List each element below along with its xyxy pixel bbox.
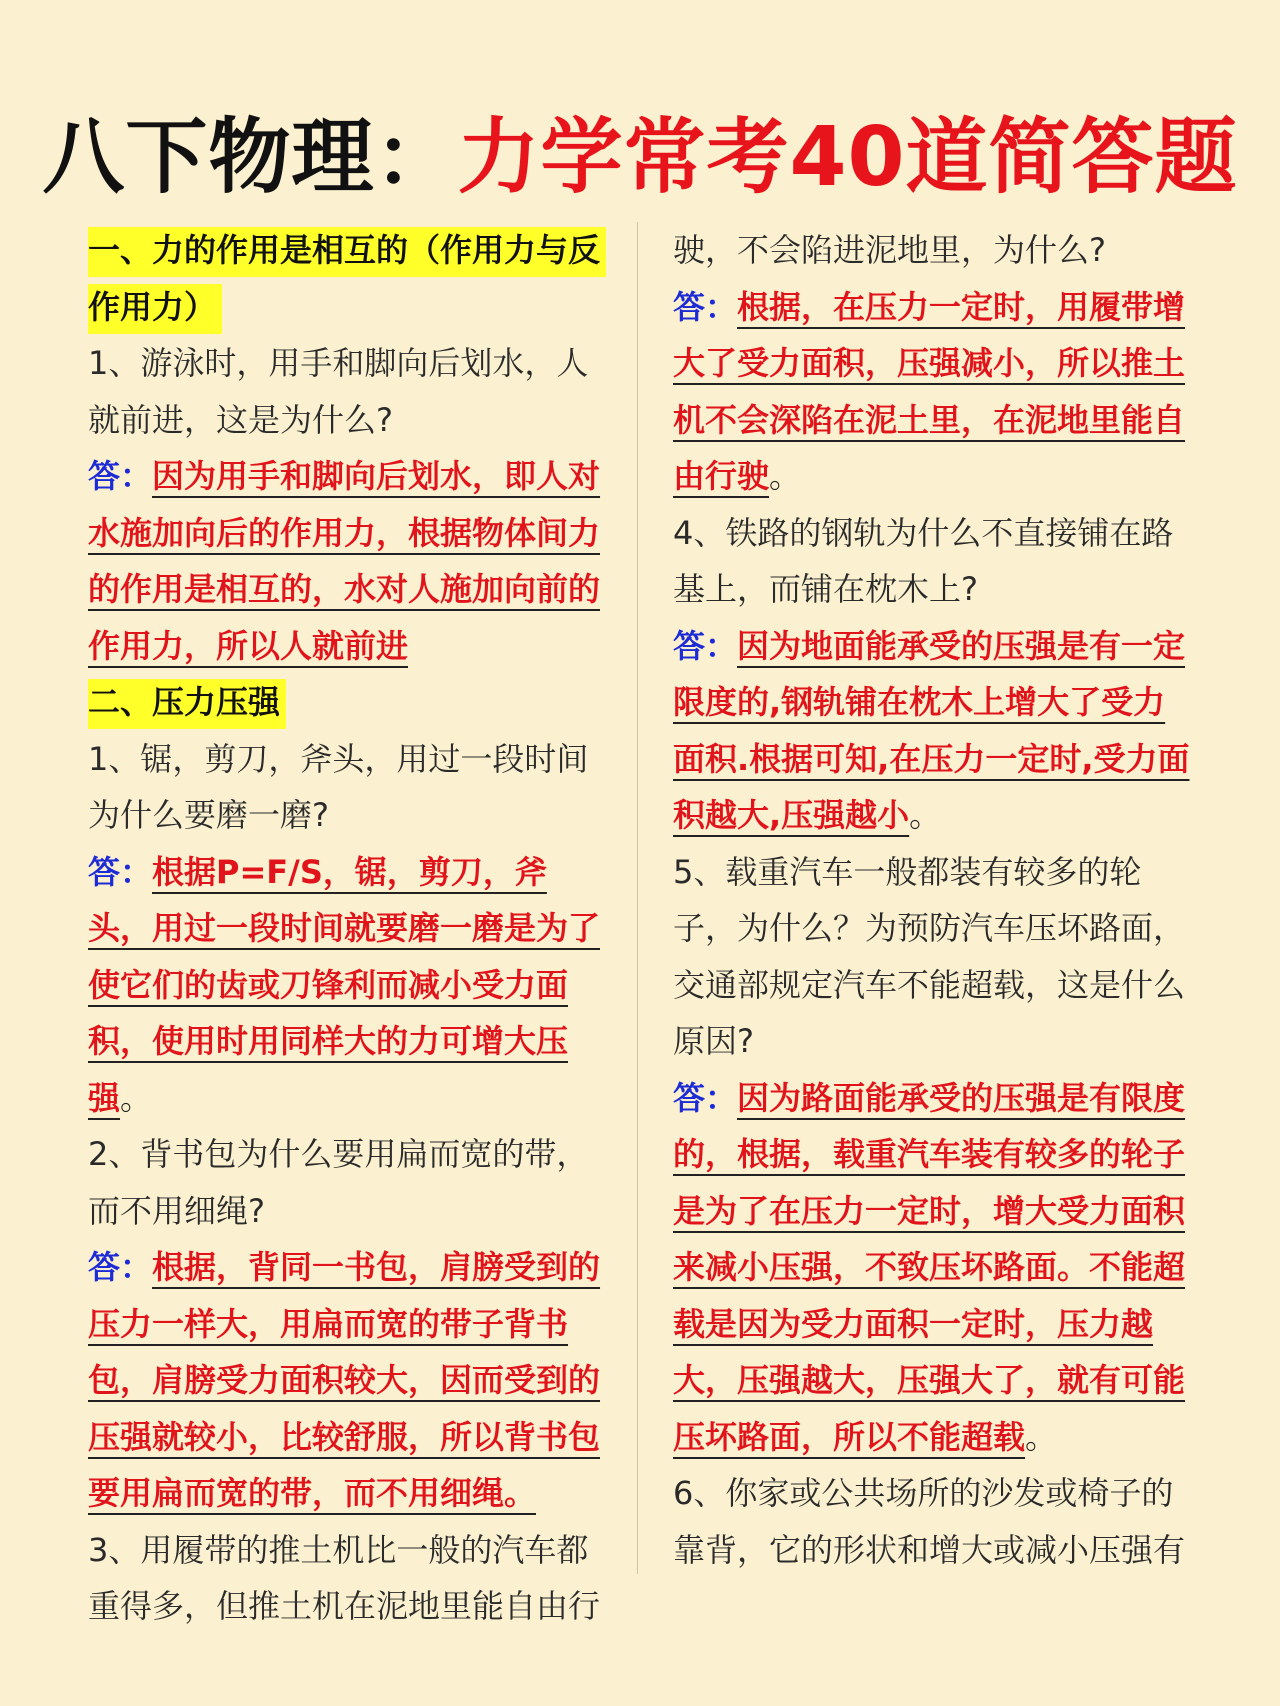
answer-text: 根据P=F/S，锯，剪刀，斧头，用过一段时间就要磨一磨是为了使它们的齿或刀锋利而减小受力面积，使用时用同样大的力可增大压强 (88, 852, 601, 1117)
answer-end-mark: 。 (909, 796, 942, 834)
left-column (88, 222, 608, 1635)
answer-end-mark: 。 (120, 1078, 153, 1117)
answer-1-1 (88, 448, 608, 674)
section-heading-text: 二、压力压强 (88, 679, 286, 729)
answer-2-2 (88, 1239, 608, 1522)
answer-text: 因为地面能承受的压强是有一定限度的,钢轨铺在枕木上增大了受力面积.根据可知,在压力一定时,受力面积越大,压强越小 (673, 626, 1190, 834)
section-heading-text: 一、力的作用是相互的（作用力与反作用力） (88, 227, 606, 334)
question-2-4: 4、铁路的钢轨为什么不直接铺在路基上，而铺在枕木上? (673, 513, 1174, 608)
question-2-1: 1、锯，剪刀，斧头，用过一段时间为什么要磨一磨? (88, 739, 589, 834)
answer-2-3 (673, 279, 1193, 505)
column-divider (637, 222, 638, 1574)
question-2-2: 2、背书包为什么要用扁而宽的带，而不用细绳? (88, 1135, 589, 1230)
answer-2-4 (673, 618, 1193, 844)
page-title (0, 108, 1280, 208)
answer-text: 因为路面能承受的压强是有限度的，根据，载重汽车装有较多的轮子是为了在压力一定时，增大受力面积来减小压强，不致压坏路面。不能超载是因为受力面积一定时，压力越大，压强越大，压强大了，就有可能压坏路面，所以不能超载 (673, 1078, 1186, 1456)
answer-label: 答： (88, 1248, 153, 1286)
answer-text: 根据，在压力一定时，用履带增大了受力面积，压强减小，所以推土机不会深陷在泥土里，在泥地里能自由行驶 (673, 287, 1186, 495)
answer-label: 答： (88, 457, 153, 495)
question-2-6-start: 6、你家或公共场所的沙发或椅子的靠背，它的形状和增大或减小压强有 (673, 1474, 1186, 1569)
answer-label: 答： (88, 852, 153, 891)
title-topic: 力学常考40道简答题 (457, 110, 1238, 205)
question-2-3-end: 驶，不会陷进泥地里，为什么? (673, 231, 1106, 269)
question-1-1: 1、游泳时，用手和脚向后划水，人就前进，这是为什么? (88, 344, 589, 439)
title-subject: 八下物理： (42, 110, 458, 205)
answer-end-mark: 。 (769, 457, 802, 495)
right-column (673, 222, 1193, 1578)
answer-end-mark: 。 (1025, 1417, 1058, 1456)
answer-text: 根据，背同一书包，肩膀受到的压力一样大，用扁而宽的带子背书包，肩膀受力面积较大，因而受到的压强就较小，比较舒服，所以背书包要用扁而宽的带，而不用细绳。 (88, 1248, 601, 1512)
answer-label: 答： (673, 287, 738, 326)
question-2-5: 5、载重汽车一般都装有较多的轮子，为什么？为预防汽车压坏路面，交通部规定汽车不能超载，这是什么原因? (673, 852, 1186, 1060)
answer-2-5 (673, 1070, 1193, 1466)
question-2-3-start: 3、用履带的推土机比一般的汽车都重得多，但推土机在泥地里能自由行 (88, 1530, 601, 1625)
answer-label: 答： (673, 1078, 738, 1117)
section-heading-2 (88, 674, 608, 731)
answer-label: 答： (673, 626, 738, 665)
answer-2-1 (88, 844, 608, 1127)
answer-text: 因为用手和脚向后划水，即人对水施加向后的作用力，根据物体间力的作用是相互的，水对人施加向前的作用力，所以人就前进 (88, 457, 601, 665)
section-heading-1 (88, 222, 608, 335)
